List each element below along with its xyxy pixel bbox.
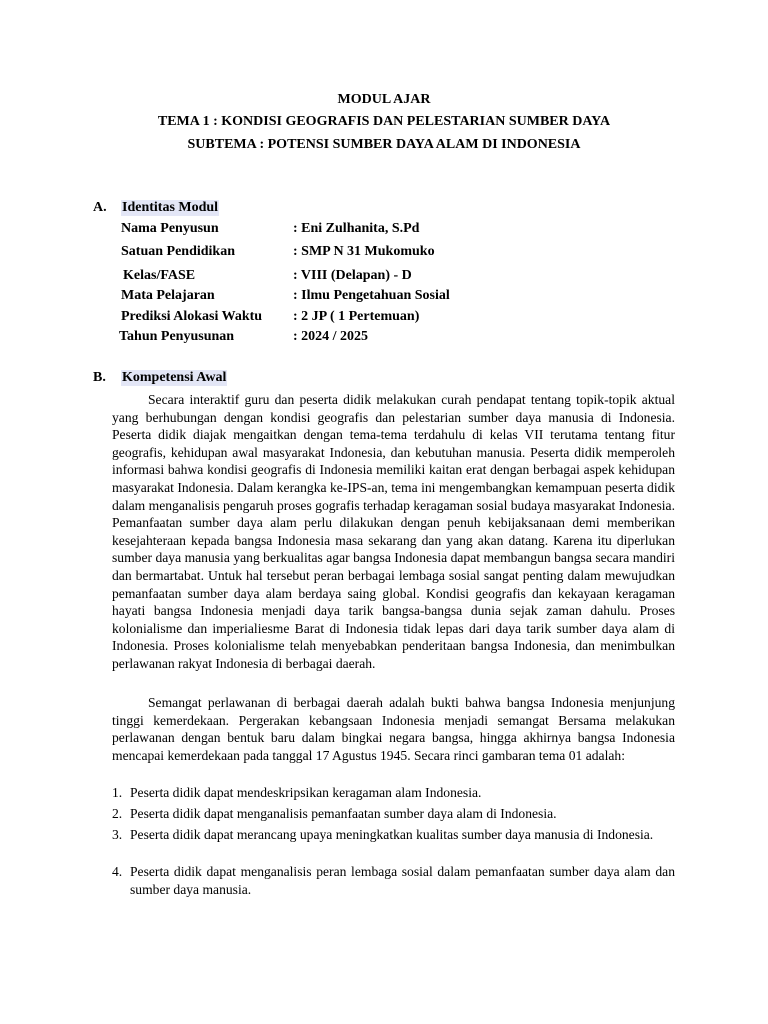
identity-label-subject: Mata Pelajaran xyxy=(121,288,215,303)
identity-value-year: : 2024 / 2025 xyxy=(293,329,369,344)
subtheme-title: SUBTEMA : POTENSI SUMBER DAYA ALAM DI INDONESIA xyxy=(187,137,581,152)
theme-title: TEMA 1 : KONDISI GEOGRAFIS DAN PELESTARIAN SUMBER DAYA xyxy=(157,114,611,129)
paragraph-2: Semangat perlawanan di berbagai daerah adalah bukti bahwa bangsa Indonesia menjunjung tinggi kemerdekaan. Pergerakan kebangsaan Indonesia menjadi semangat Bersama melakukan perlawanan dengan bentuk baru dalam bingkai negara bangsa, hingga akhirnya bangsa Indonesia mencapai kemerdekaan pada tanggal 17 Agustus 1945. Secara rinci gambaran tema 01 adalah: xyxy=(112,695,675,763)
identity-value-author: : Eni Zulhanita, S.Pd xyxy=(293,221,420,236)
identity-label-school: Satuan Pendidikan xyxy=(121,244,235,259)
identity-label-time: Prediksi Alokasi Waktu xyxy=(121,309,263,324)
list-text: Peserta didik dapat mendeskripsikan keragaman alam Indonesia. xyxy=(130,785,482,800)
section-a-letter: A. xyxy=(93,200,107,215)
list-item xyxy=(112,805,675,823)
list-text: Peserta didik dapat merancang upaya meningkatkan kualitas sumber daya manusia di Indonesia. xyxy=(130,827,654,842)
identity-label-author: Nama Penyusun xyxy=(121,221,219,236)
section-b-letter: B. xyxy=(93,370,106,385)
section-a-title: Identitas Modul xyxy=(122,200,219,215)
identity-value-time: : 2 JP ( 1 Pertemuan) xyxy=(293,309,420,324)
identity-label-class: Kelas/FASE xyxy=(123,268,196,283)
list-number: 4. xyxy=(112,864,123,879)
list-number: 1. xyxy=(112,785,123,800)
module-title: MODUL AJAR xyxy=(337,92,431,107)
list-item xyxy=(112,863,675,898)
list-item xyxy=(112,784,675,802)
identity-value-class: : VIII (Delapan) - D xyxy=(293,268,412,283)
list-item xyxy=(112,826,675,844)
list-number: 2. xyxy=(112,806,123,821)
identity-label-year: Tahun Penyusunan xyxy=(119,329,235,344)
paragraph-1: Secara interaktif guru dan peserta didik melakukan curah pendapat tentang topik-topik aktual yang berhubungan dengan kondisi geografis dan pelestarian sumber daya manusia di Indonesia. Peserta didik diajak mengaitkan dengan tema-tema terdahulu di kelas VII terutama tentang fitur geografis, kehidupan awal masyarakat Indonesia, dan kebutuhan manusia. Peserta didik memperoleh informasi bahwa kondisi geografis di Indonesia memiliki kaitan erat dengan berbagai aspek kehidupan masyarakat Indonesia. Dalam kerangka ke-IPS-an, tema ini mengembangkan kemampuan peserta didik dalam menganalisis pengaruh proses gografis terhadap keragaman sosial budaya masyarakat Indonesia. Pemanfaatan sumber daya alam perlu dilakukan dengan penuh kebijaksanaan demi memberikan kesejahteraan kepada bangsa Indonesia masa sekarang dan yang akan datang. Karena itu diperlukan sumber daya manusia yang berkualitas agar bangsa Indonesia dapat membangun bangsa secara mandiri dan bermartabat. Untuk hal tersebut peran berbagai lembaga sosial sangat penting dalam mewujudkan pemanfaatan sumber daya alam berdaya saing global. Kondisi geografis dan kekayaan keragaman hayati bangsa Indonesia menjadi daya tarik bangsa-bangsa dunia sejak zaman dahulu. Proses kolonialisme dan imperialiesme Barat di Indonesia tidak lepas dari daya tarik sumber daya alam di Indonesia. Proses kolonialisme telah menyebabkan penderitaan bangsa Indonesia, dan menimbulkan perlawanan rakyat Indonesia di berbagai daerah. xyxy=(112,392,675,671)
section-b-title: Kompetensi Awal xyxy=(122,370,227,385)
list-text: Peserta didik dapat menganalisis pemanfaatan sumber daya alam di Indonesia. xyxy=(130,806,557,821)
list-text: Peserta didik dapat menganalisis peran lembaga sosial dalam pemanfaatan sumber daya alam dan sumber daya manusia. xyxy=(130,864,675,897)
identity-value-school: : SMP N 31 Mukomuko xyxy=(293,244,435,259)
list-number: 3. xyxy=(112,827,123,842)
identity-value-subject: : Ilmu Pengetahuan Sosial xyxy=(293,288,450,303)
